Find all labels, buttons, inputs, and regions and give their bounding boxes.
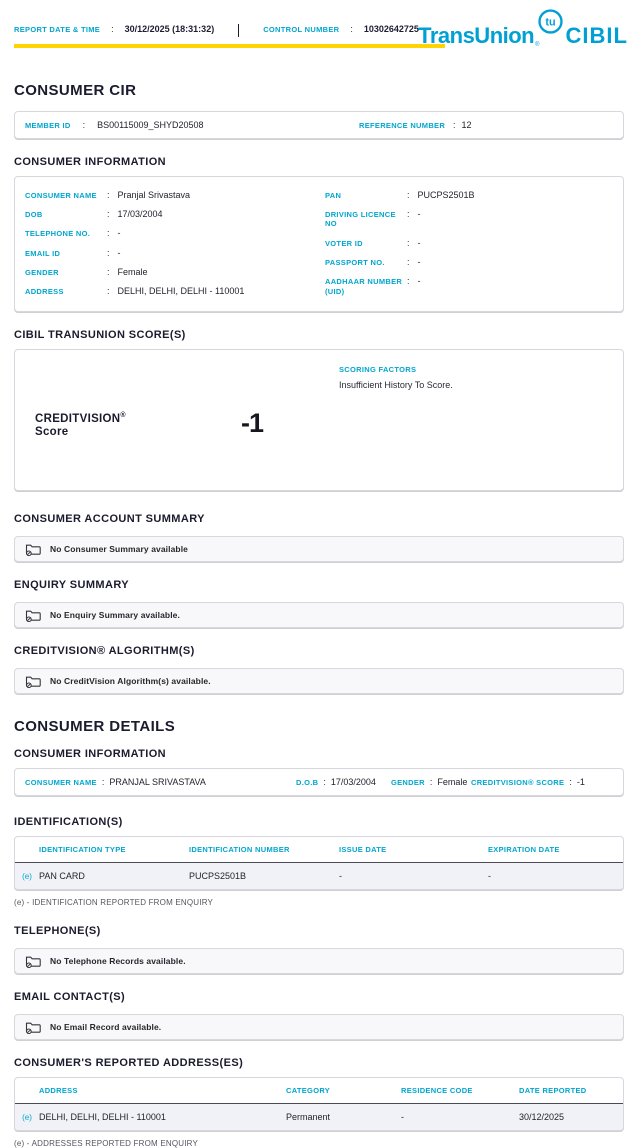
colon: : bbox=[407, 189, 410, 200]
field-value: 17/03/2004 bbox=[117, 208, 163, 219]
field-label: PASSPORT NO. bbox=[325, 258, 385, 267]
col-date-reported: DATE REPORTED bbox=[519, 1086, 587, 1096]
scoring-factors bbox=[339, 365, 453, 390]
registered-mark: ® bbox=[120, 412, 126, 420]
colon: : bbox=[107, 189, 110, 200]
issue-date: - bbox=[339, 871, 342, 882]
control-number-value: 10302642725 bbox=[363, 24, 419, 34]
colon: : bbox=[569, 777, 572, 788]
field-value: 17/03/2004 bbox=[330, 777, 376, 788]
tu-circle-icon bbox=[537, 8, 564, 35]
colon: : bbox=[107, 228, 110, 239]
scoring-factors-text: Insufficient History To Score. bbox=[339, 380, 453, 391]
member-id-label: MEMBER ID bbox=[25, 121, 71, 130]
score-name-line1: CREDITVISION bbox=[35, 413, 121, 426]
field-value: PRANJAL SRIVASTAVA bbox=[109, 777, 206, 788]
residence-code-value: - bbox=[401, 1112, 404, 1123]
addresses-table-header bbox=[15, 1078, 623, 1104]
field-consumer-name bbox=[25, 185, 313, 204]
consumer-cir-title: CONSUMER CIR bbox=[14, 82, 137, 99]
colon: : bbox=[429, 777, 433, 788]
addresses-footnote: (e) - ADDRESSES REPORTED FROM ENQUIRY bbox=[14, 1139, 199, 1148]
field-value: - bbox=[417, 276, 421, 287]
field-value: Female bbox=[437, 777, 468, 788]
field-aadhaar bbox=[325, 272, 613, 301]
reference-number-label: REFERENCE NUMBER bbox=[359, 121, 446, 130]
logo-registered-mark: ® bbox=[535, 42, 540, 48]
creditvision-score-name bbox=[35, 412, 126, 439]
field-value: -1 bbox=[576, 777, 585, 788]
identification-row bbox=[15, 863, 623, 889]
empty-message: No Telephone Records available. bbox=[50, 956, 186, 967]
creditvision-algorithms-empty bbox=[14, 668, 624, 694]
empty-message: No Enquiry Summary available. bbox=[50, 610, 180, 621]
logo-transunion-text: TransUnion bbox=[418, 23, 535, 48]
empty-message: No Consumer Summary available bbox=[50, 544, 189, 555]
detail-creditvision-score bbox=[471, 777, 585, 787]
colon: : bbox=[453, 120, 456, 130]
addresses-title: CONSUMER'S REPORTED ADDRESS(ES) bbox=[14, 1057, 244, 1070]
score-name-line2: Score bbox=[35, 426, 69, 439]
field-value: - bbox=[117, 228, 121, 239]
enquiry-flag: (e) bbox=[22, 871, 32, 881]
enquiry-summary-title: ENQUIRY SUMMARY bbox=[14, 579, 129, 592]
consumer-account-summary-empty bbox=[14, 536, 624, 562]
col-address: ADDRESS bbox=[39, 1086, 78, 1096]
identifications-title: IDENTIFICATION(S) bbox=[14, 816, 123, 829]
detail-gender bbox=[391, 777, 471, 787]
address-row bbox=[15, 1104, 623, 1130]
consumer-information-box bbox=[14, 176, 624, 312]
col-expiration-date: EXPIRATION DATE bbox=[488, 845, 560, 855]
field-value: - bbox=[417, 257, 421, 267]
field-email-id bbox=[25, 243, 313, 262]
field-label: GENDER bbox=[25, 268, 59, 277]
consumer-details-title: CONSUMER DETAILS bbox=[14, 718, 176, 736]
identifications-footnote: (e) - IDENTIFICATION REPORTED FROM ENQUIRY bbox=[14, 898, 214, 908]
field-address bbox=[25, 282, 313, 301]
identification-type: PAN CARD bbox=[39, 871, 85, 882]
col-identification-number: IDENTIFICATION NUMBER bbox=[189, 845, 290, 855]
report-date-label: REPORT DATE & TIME bbox=[14, 25, 101, 34]
transunion-cibil-logo bbox=[418, 8, 628, 49]
empty-message: No CreditVision Algorithm(s) available. bbox=[50, 676, 211, 687]
scoring-factors-label: SCORING FACTORS bbox=[339, 365, 417, 375]
detail-dob bbox=[296, 777, 391, 787]
expiration-date: - bbox=[488, 871, 491, 882]
empty-records-folder-icon bbox=[25, 954, 41, 968]
field-value: - bbox=[417, 208, 421, 219]
colon: : bbox=[107, 247, 110, 258]
field-label: EMAIL ID bbox=[25, 248, 61, 258]
colon: : bbox=[107, 286, 110, 297]
consumer-details-box bbox=[14, 768, 624, 796]
field-value: - bbox=[117, 247, 121, 258]
col-issue-date: ISSUE DATE bbox=[339, 845, 387, 855]
member-id-field bbox=[25, 120, 359, 130]
enquiry-flag: (e) bbox=[22, 1112, 32, 1122]
member-id-value: BS00115009_SHYD20508 bbox=[97, 120, 204, 130]
field-label: D.O.B bbox=[296, 778, 319, 788]
colon: : bbox=[407, 276, 410, 287]
yellow-accent-bar bbox=[14, 44, 445, 48]
field-value: DELHI, DELHI, DELHI - 110001 bbox=[117, 286, 245, 297]
colon: : bbox=[107, 208, 110, 219]
field-value: - bbox=[417, 237, 421, 248]
field-gender bbox=[25, 263, 313, 282]
date-reported-value: 30/12/2025 bbox=[519, 1112, 565, 1123]
score-value: -1 bbox=[241, 408, 264, 439]
field-label: DRIVING LICENCE NO bbox=[325, 209, 396, 229]
field-value: Pranjal Srivastava bbox=[117, 189, 191, 200]
score-section-title: CIBIL TRANSUNION SCORE(S) bbox=[14, 329, 186, 342]
colon: : bbox=[101, 777, 105, 788]
report-date-time bbox=[14, 24, 214, 34]
colon: : bbox=[350, 24, 353, 34]
field-label: VOTER ID bbox=[325, 238, 363, 248]
identifications-table bbox=[14, 836, 624, 890]
field-voter-id bbox=[325, 233, 613, 252]
colon: : bbox=[407, 237, 410, 248]
field-telephone bbox=[25, 224, 313, 243]
reference-number-value: 12 bbox=[461, 120, 472, 130]
col-residence-code: RESIDENCE CODE bbox=[401, 1086, 473, 1096]
col-category: CATEGORY bbox=[286, 1086, 331, 1096]
emails-title: EMAIL CONTACT(S) bbox=[14, 991, 126, 1004]
consumer-account-summary-title: CONSUMER ACCOUNT SUMMARY bbox=[14, 513, 205, 526]
empty-message: No Email Record available. bbox=[50, 1022, 162, 1033]
consumer-info-left-column bbox=[25, 185, 313, 301]
member-id-box bbox=[14, 111, 624, 139]
control-number-label: CONTROL NUMBER bbox=[263, 25, 340, 34]
field-pan bbox=[325, 185, 613, 204]
field-label: CONSUMER NAME bbox=[25, 778, 97, 788]
tu-monogram: tu bbox=[544, 16, 556, 29]
empty-records-folder-icon bbox=[25, 674, 41, 688]
field-label: TELEPHONE NO. bbox=[25, 229, 91, 239]
report-date-value: 30/12/2025 (18:31:32) bbox=[124, 24, 215, 34]
identification-number: PUCPS2501B bbox=[189, 871, 247, 882]
field-label: ADDRESS bbox=[25, 287, 64, 297]
colon: : bbox=[407, 208, 410, 219]
colon: : bbox=[107, 267, 110, 277]
colon: : bbox=[323, 777, 326, 788]
identifications-table-header bbox=[15, 837, 623, 863]
enquiry-summary-empty bbox=[14, 602, 624, 628]
field-passport bbox=[325, 253, 613, 272]
field-label: CONSUMER NAME bbox=[25, 190, 97, 200]
consumer-info-right-column bbox=[325, 185, 613, 301]
category-value: Permanent bbox=[286, 1112, 331, 1123]
field-dob bbox=[25, 204, 313, 223]
field-value: Female bbox=[117, 267, 148, 277]
detail-consumer-name bbox=[25, 777, 296, 787]
control-number bbox=[263, 24, 419, 34]
score-box bbox=[14, 349, 624, 491]
emails-empty bbox=[14, 1014, 624, 1040]
colon: : bbox=[407, 257, 410, 267]
field-label: AADHAAR NUMBER (UID) bbox=[325, 277, 403, 296]
colon: : bbox=[111, 24, 114, 34]
telephones-empty bbox=[14, 948, 624, 974]
field-label: CREDITVISION® SCORE bbox=[471, 778, 565, 788]
field-label: GENDER bbox=[391, 778, 425, 788]
empty-records-folder-icon bbox=[25, 1020, 41, 1034]
empty-records-folder-icon bbox=[25, 542, 41, 556]
logo-cibil-text: CIBIL bbox=[565, 23, 628, 48]
address-value: DELHI, DELHI, DELHI - 110001 bbox=[39, 1112, 166, 1123]
field-label: DOB bbox=[25, 209, 43, 219]
field-label: PAN bbox=[325, 190, 342, 200]
empty-records-folder-icon bbox=[25, 608, 41, 622]
addresses-table bbox=[14, 1077, 624, 1131]
header-divider bbox=[238, 24, 239, 37]
reference-number-field bbox=[359, 120, 613, 130]
telephones-title: TELEPHONE(S) bbox=[14, 925, 101, 938]
creditvision-algorithms-title: CREDITVISION® ALGORITHM(S) bbox=[14, 645, 195, 658]
col-identification-type: IDENTIFICATION TYPE bbox=[39, 845, 126, 855]
consumer-information-title: CONSUMER INFORMATION bbox=[14, 156, 167, 168]
consumer-details-info-title: CONSUMER INFORMATION bbox=[14, 748, 167, 761]
colon: : bbox=[82, 120, 86, 130]
field-value: PUCPS2501B bbox=[417, 189, 475, 200]
field-driving-licence bbox=[325, 204, 613, 233]
